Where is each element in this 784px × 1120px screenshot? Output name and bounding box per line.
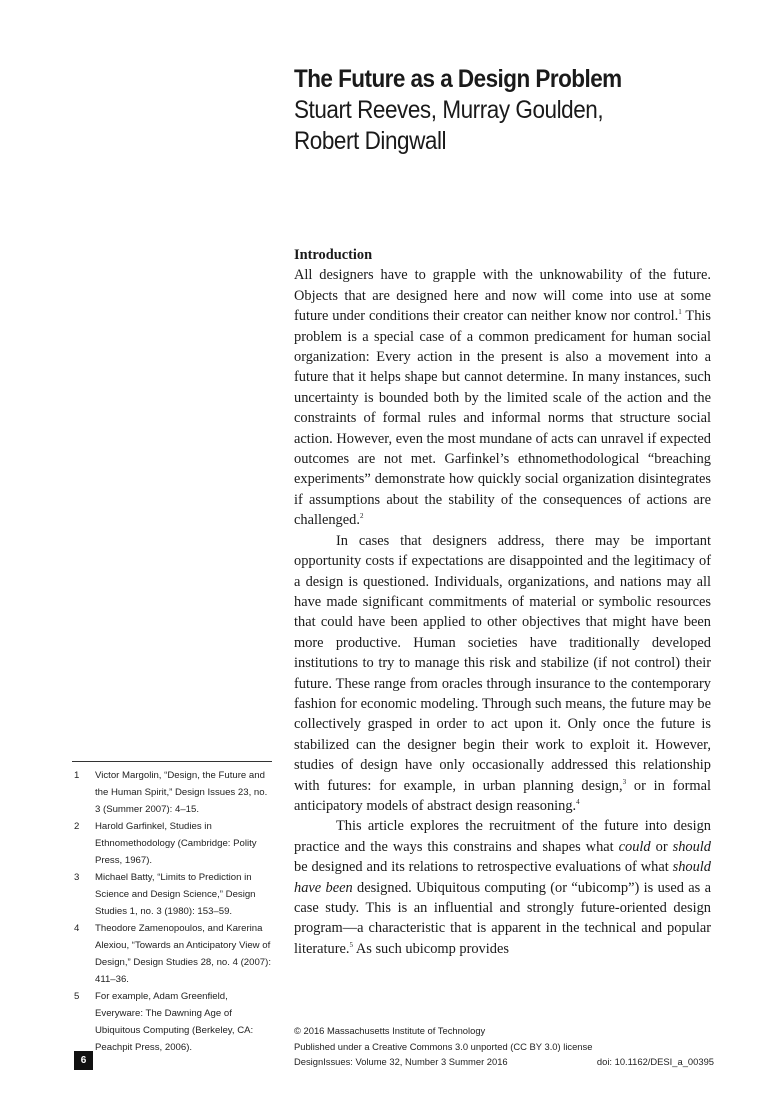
- paragraph: This article explores the recruitment of the future into design practice and the ways this constrains and shapes what could or should be designed and its relations to retrospective evaluations of what should have been designed. Ubiquitous computing (or “ubicomp”) is used as a case study. This is an influential and strongly future-oriented design program—a characteristic that is apparent in the technical and popular literature.$^5$ As such ubicomp provides: [294, 818, 712, 957]
- footnote-ref[interactable]: 1: [678, 308, 682, 317]
- footnote: 4 Theodore Zamenopoulos, and Karerina Alexiou, “Towards an Anticipatory View of Design,” Design Studies 28, no. 4 (2007): 411–36.: [74, 923, 271, 985]
- copyright-line: © 2016 Massachusetts Institute of Technology: [294, 1025, 486, 1036]
- author-line: Robert Dingwall: [294, 127, 447, 155]
- footnotes: [74, 767, 274, 1056]
- license-line: Published under a Creative Commons 3.0 unported (CC BY 3.0) license: [294, 1040, 593, 1052]
- journal-citation: DesignIssues: Volume 32, Number 3 Summer 2016: [294, 1056, 508, 1067]
- copyright-block: [294, 1023, 714, 1070]
- body-text: [294, 245, 711, 959]
- doi[interactable]: doi: 10.1162/DESI_a_00395: [596, 1056, 714, 1067]
- footnote: 5 For example, Adam Greenfield, Everyware: The Dawning Age of Ubiquitous Computing (Berkeley, CA: Peachpit Press, 2006).: [74, 991, 254, 1053]
- article-authors: [294, 95, 690, 157]
- article-title: The Future as a Design Problem: [294, 65, 622, 93]
- page-number: 6: [74, 1051, 93, 1070]
- article-header: [294, 64, 734, 157]
- section-heading: Introduction: [294, 247, 373, 263]
- footnote: 3 Michael Batty, “Limits to Prediction in Science and Design Science,” Design Studies 1, no. 3 (1980): 153–59.: [74, 872, 256, 917]
- author-line: Stuart Reeves, Murray Goulden,: [294, 96, 604, 124]
- footnote-ref[interactable]: 3: [622, 777, 627, 786]
- paragraph: In cases that designers address, there may be important opportunity costs if expectations are disappointed and the legitimacy of a design is questioned. Individuals, organizations, and nations may all have made significant commitments of material or symbolic resources that could have been applied to other objectives that might have been more productive. Human societies have traditionally developed institutions to try to manage this risk and stabilize (if not control) their future. These range from oracles through insurance to the contemporary fashion for economic modeling. Through such means, the future may be collectively grasped in order to act upon it. Only once the future is stabilized can the designer begin their work to exploit it. However, studies of design have only occasionally addressed this relationship with futures: for example, in urban planning design,$^3$ or in formal anticipatory models of abstract design reasoning.$^4$: [294, 532, 711, 814]
- paragraph: All designers have to grapple with the unknowability of the future. Objects that are designed here and now will come into use at some future under conditions their creator can neither know nor control.$^1$ This problem is a special case of a common predicament for human social organization: Every action in the present is also a movement into a future that it helps shape but cannot determine. In many instances, such uncertainty is bounded both by the limited scale of the action and the constraints of formal rules and informal norms that structure social action. However, even the most mundane of acts can unravel if expected outcomes are not met. Garfinkel’s ethnomethodological “breaching experiments” demonstrate how quickly social organization disintegrates if assumptions about the stability of the consequences of actions are challenged.$^2$: [294, 267, 712, 529]
- journal-line: [294, 1054, 714, 1070]
- footnote: 2 Harold Garfinkel, Studies in Ethnomethodology (Cambridge: Polity Press, 1967).: [74, 821, 257, 866]
- footnote-divider: [72, 761, 272, 762]
- footnote-ref[interactable]: 5: [349, 940, 354, 949]
- footnote-ref[interactable]: 4: [576, 797, 580, 806]
- footnote: 1 Victor Margolin, “Design, the Future and the Human Spirit,” Design Issues 23, no. 3 (Summer 2007): 4–15.: [74, 770, 268, 815]
- footnote-ref[interactable]: 2: [359, 512, 364, 521]
